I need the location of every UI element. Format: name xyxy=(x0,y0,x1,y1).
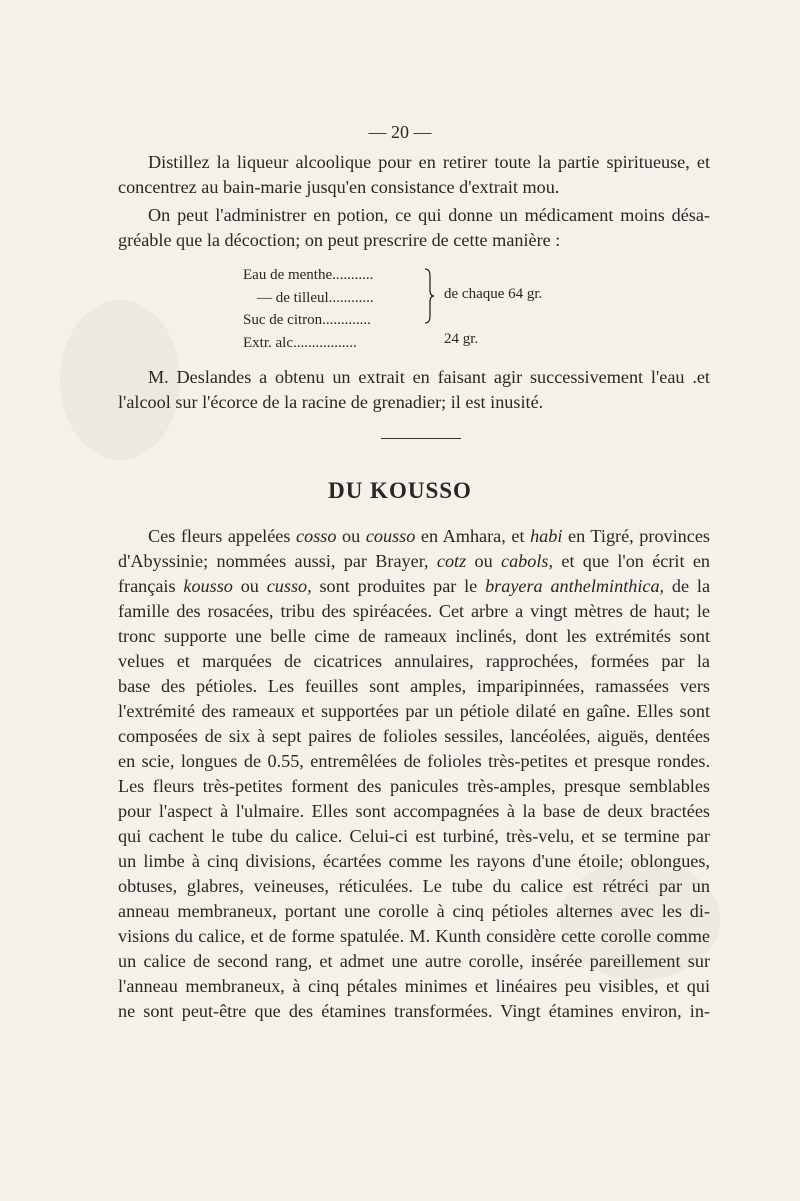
text-line: pour l'aspect à l'ulmaire. Elles sont accompagnées à la base de deux bractées xyxy=(118,801,710,821)
text-line: famille des rosacées, tribu des spiréacées. Cet arbre a vingt mètres de haut; le xyxy=(118,601,710,621)
text-line xyxy=(118,549,710,574)
text-run: français xyxy=(118,576,184,596)
text-run: d'Abyssinie; nommées aussi, par Brayer, xyxy=(118,551,437,571)
text-line xyxy=(118,574,710,599)
text-line: ne sont peut-être que des étamines transformées. Vingt étamines environ, in- xyxy=(118,1001,710,1021)
text-run: sont produites par le xyxy=(311,576,486,596)
text-line: composées de six à sept paires de folioles sessiles, lancéolées, aiguës, dentées xyxy=(118,726,710,746)
text-run: en Tigré, provinces xyxy=(562,526,710,546)
italic-term: cousso xyxy=(365,526,416,546)
text-line: obtuses, glabres, veineuses, réticulées. Le tube du calice est rétréci par un xyxy=(118,876,710,896)
formula-row: — de tilleul............ xyxy=(257,289,374,306)
formula-row: Extr. alc................. xyxy=(243,334,357,351)
text-run: ou xyxy=(232,576,267,596)
italic-term: cusso, xyxy=(266,576,312,596)
italic-term: cabols, xyxy=(501,551,554,571)
text-line: l'alcool sur l'écorce de la racine de grenadier; il est inusité. xyxy=(118,392,544,412)
text-line: On peut l'administrer en potion, ce qui donne un médicament moins désa- xyxy=(148,205,710,225)
text-line: gréable que la décoction; on peut prescrire de cette manière : xyxy=(118,230,561,250)
text-line: l'anneau membraneux, à cinq pétales minimes et linéaires peu visibles, et qui xyxy=(118,976,710,996)
prescription-formula xyxy=(243,264,374,354)
text-line: M. Deslandes a obtenu un extrait en faisant agir successivement l'eau .et xyxy=(148,367,710,387)
page-number: — 20 — xyxy=(368,122,432,142)
text-line: Les fleurs très-petites forment des panicules très-amples, presque semblables xyxy=(118,776,710,796)
text-line: l'extrémité des rameaux et supportées par un pétiole dilaté en gaîne. Elles sont xyxy=(118,701,710,721)
text-line: un calice de second rang, et admet une autre corolle, insérée pareillement sur xyxy=(118,951,710,971)
text-line: concentrez au bain-marie jusqu'en consistance d'extrait mou. xyxy=(118,177,560,197)
paragraph-kousso xyxy=(118,524,710,1024)
text-run: ou xyxy=(466,551,502,571)
italic-term: cosso xyxy=(296,526,337,546)
text-run: en Amhara, et xyxy=(415,526,531,546)
italic-term: kousso xyxy=(183,576,233,596)
extract-quantity: 24 gr. xyxy=(444,331,479,347)
text-run: de la xyxy=(664,576,711,596)
text-line: en scie, longues de 0.55, entremêlées de folioles très-petites et presque rondes. xyxy=(118,751,710,771)
italic-term: habi xyxy=(530,526,563,546)
text-run: Ces fleurs appelées xyxy=(148,526,297,546)
text-line: qui cachent le tube du calice. Celui-ci est turbiné, très-velu, et se termine par xyxy=(118,826,710,846)
text-line: anneau membraneux, portant une corolle à cinq pétioles alternes avec les di- xyxy=(118,901,710,921)
italic-term: cotz xyxy=(436,551,467,571)
text-line: velues et marquées de cicatrices annulaires, rapprochées, formées par la xyxy=(118,651,710,671)
grouped-quantity: de chaque 64 gr. xyxy=(444,286,543,302)
text-line xyxy=(118,524,710,549)
text-line: tronc supporte une belle cime de rameaux inclinés, dont les extrémités sont xyxy=(118,626,710,646)
text-run: et que l'on écrit en xyxy=(553,551,710,571)
formula-row: Eau de menthe........... xyxy=(243,267,374,283)
paragraph-deslandes xyxy=(118,365,710,415)
paragraph-distillation xyxy=(118,150,710,200)
section-divider xyxy=(381,438,461,439)
brace-icon xyxy=(423,268,435,324)
text-line: un limbe à cinq divisions, écartées comme les rayons d'une étoile; oblongues, xyxy=(118,851,710,871)
italic-term: brayera anthelminthica, xyxy=(485,576,665,596)
text-run: ou xyxy=(336,526,366,546)
formula-row: Suc de citron............. xyxy=(243,312,371,328)
section-title: DU KOUSSO xyxy=(328,478,472,503)
text-line: base des pétioles. Les feuilles sont amples, imparipinnées, ramassées vers xyxy=(118,676,710,696)
text-line: Distillez la liqueur alcoolique pour en retirer toute la partie spiritueuse, et xyxy=(148,152,710,172)
text-line: visions du calice, et de forme spatulée. M. Kunth considère cette corolle comme xyxy=(118,926,710,946)
paragraph-potion xyxy=(118,203,710,253)
